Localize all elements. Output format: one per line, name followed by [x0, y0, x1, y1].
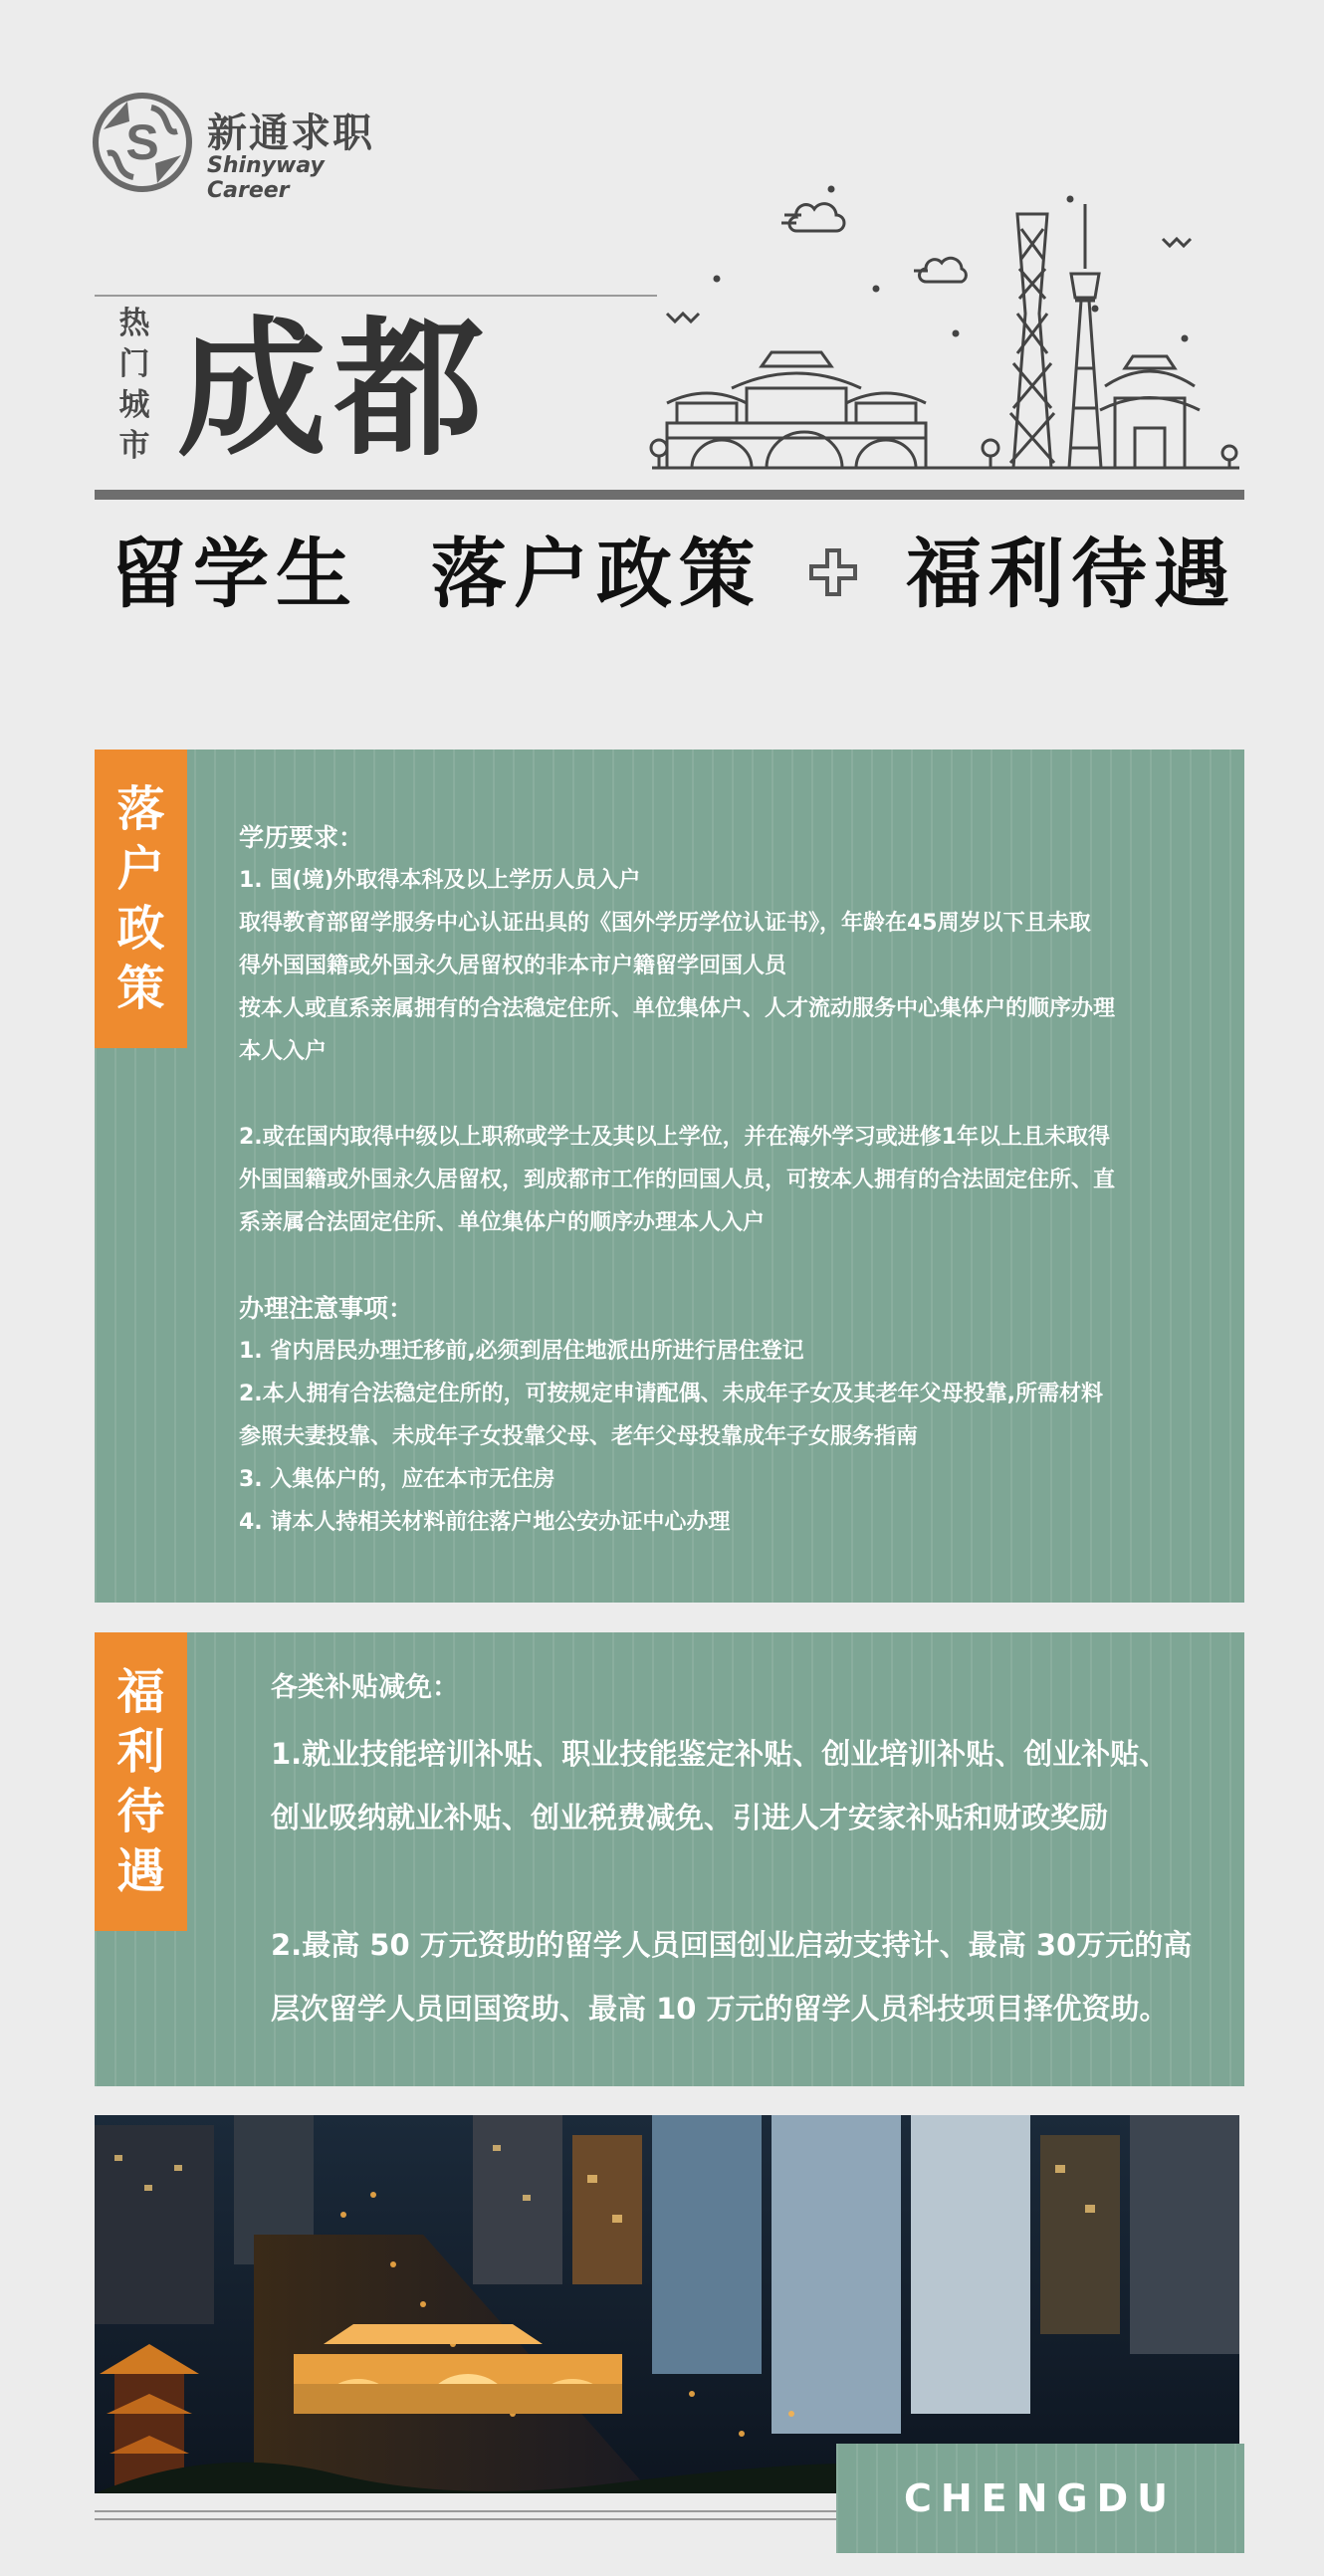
footer-divider: [95, 2518, 836, 2520]
policy-tab-char: 政: [116, 901, 165, 957]
welfare-tab-char: 福: [116, 1664, 165, 1720]
welfare-heading: 各类补贴减免：: [271, 1672, 459, 1703]
hot-city-char: 热: [118, 306, 150, 341]
shinyway-logo-icon: [92, 92, 193, 193]
plus-icon: [807, 546, 859, 598]
welfare-tab-char: 遇: [116, 1843, 165, 1899]
welfare-tab-char: 待: [116, 1784, 165, 1839]
policy-text-line: 取得教育部留学服务中心认证出具的《国外学历学位认证书》，年龄在45周岁以下且未取: [239, 911, 1091, 936]
policy-item1-title: 1. 国(境)外取得本科及以上学历人员入户: [239, 868, 641, 893]
welfare-content: [271, 1660, 1216, 2040]
spacer: [239, 1244, 1210, 1287]
chengdu-skyline-icon: [637, 149, 1244, 478]
subtitle-welfare: 福利待遇: [906, 530, 1236, 618]
page-subtitle: [95, 523, 1249, 632]
education-heading: 学历要求：: [239, 823, 364, 852]
note-line: 参照夫妻投靠、未成年子女投靠父母、老年父母投靠成年子女服务指南: [239, 1424, 919, 1449]
note-line: 2.本人拥有合法稳定住所的，可按规定申请配偶、未成年子女及其老年父母投靠,所需材料: [239, 1382, 1104, 1406]
note-line: 3. 入集体户的，应在本市无住房: [239, 1467, 555, 1492]
policy-text-line: 2.或在国内取得中级以上职称或学士及其以上学位，并在海外学习或进修1年以上且未取得: [239, 1125, 1110, 1150]
chengdu-night-photo: [95, 2115, 1239, 2493]
welfare-text-line: 创业吸纳就业补贴、创业税费减免、引进人才安家补贴和财政奖励: [271, 1801, 1109, 1834]
policy-text-line: 系亲属合法固定住所、单位集体户的顺序办理本人入户: [239, 1210, 766, 1235]
note-line: 1. 省内居民办理迁移前,必须到居住地派出所进行居住登记: [239, 1339, 804, 1364]
spacer: [271, 1849, 1216, 1913]
policy-tab-char: 落: [116, 781, 165, 837]
brand-name-cn: 新通求职: [207, 110, 374, 156]
subtitle-students: 留学生: [110, 530, 358, 618]
policy-text-line: 按本人或直系亲属拥有的合法稳定住所、单位集体户、人才流动服务中心集体户的顺序办理: [239, 996, 1116, 1021]
policy-tab: [95, 750, 187, 1048]
footer-divider: [95, 2510, 836, 2512]
logo-letter: S: [125, 114, 159, 170]
notes-heading: 办理注意事项：: [239, 1294, 414, 1323]
top-divider: [95, 295, 657, 297]
welfare-text-line: 1.就业技能培训补贴、职业技能鉴定补贴、创业培训补贴、创业补贴、: [271, 1737, 1169, 1771]
policy-content: [239, 816, 1210, 1544]
welfare-text-line: 层次留学人员回国资助、最高 10 万元的留学人员科技项目择优资助。: [271, 1992, 1169, 2026]
hot-city-char: 城: [118, 387, 150, 423]
policy-text-line: 本人入户: [239, 1039, 328, 1064]
hot-city-label: [114, 304, 154, 467]
subtitle-policy: 落户政策: [431, 530, 762, 618]
hot-city-char: 门: [118, 346, 150, 382]
brand-name-en: Shinyway Career: [207, 153, 325, 203]
policy-text-line: 得外国国籍或外国永久居留权的非本市户籍留学回国人员: [239, 954, 787, 978]
note-line: 4. 请本人持相关材料前往落户地公安办证中心办理: [239, 1510, 731, 1535]
header-divider: [95, 490, 1244, 500]
welfare-tab-char: 利: [116, 1724, 165, 1780]
city-caption: CHENGDU: [836, 2444, 1244, 2553]
policy-tab-char: 策: [116, 961, 165, 1016]
welfare-tab: [95, 1632, 187, 1931]
city-title: 成都: [177, 304, 493, 477]
policy-tab-char: 户: [116, 841, 165, 897]
policy-text-line: 外国国籍或外国永久居留权，到成都市工作的回国人员，可按本人拥有的合法固定住所、直: [239, 1168, 1116, 1192]
brand-logo: [92, 92, 410, 203]
spacer: [239, 1073, 1210, 1116]
hot-city-char: 市: [118, 428, 150, 464]
welfare-text-line: 2.最高 50 万元资助的留学人员回国创业启动支持计、最高 30万元的高: [271, 1928, 1193, 1962]
